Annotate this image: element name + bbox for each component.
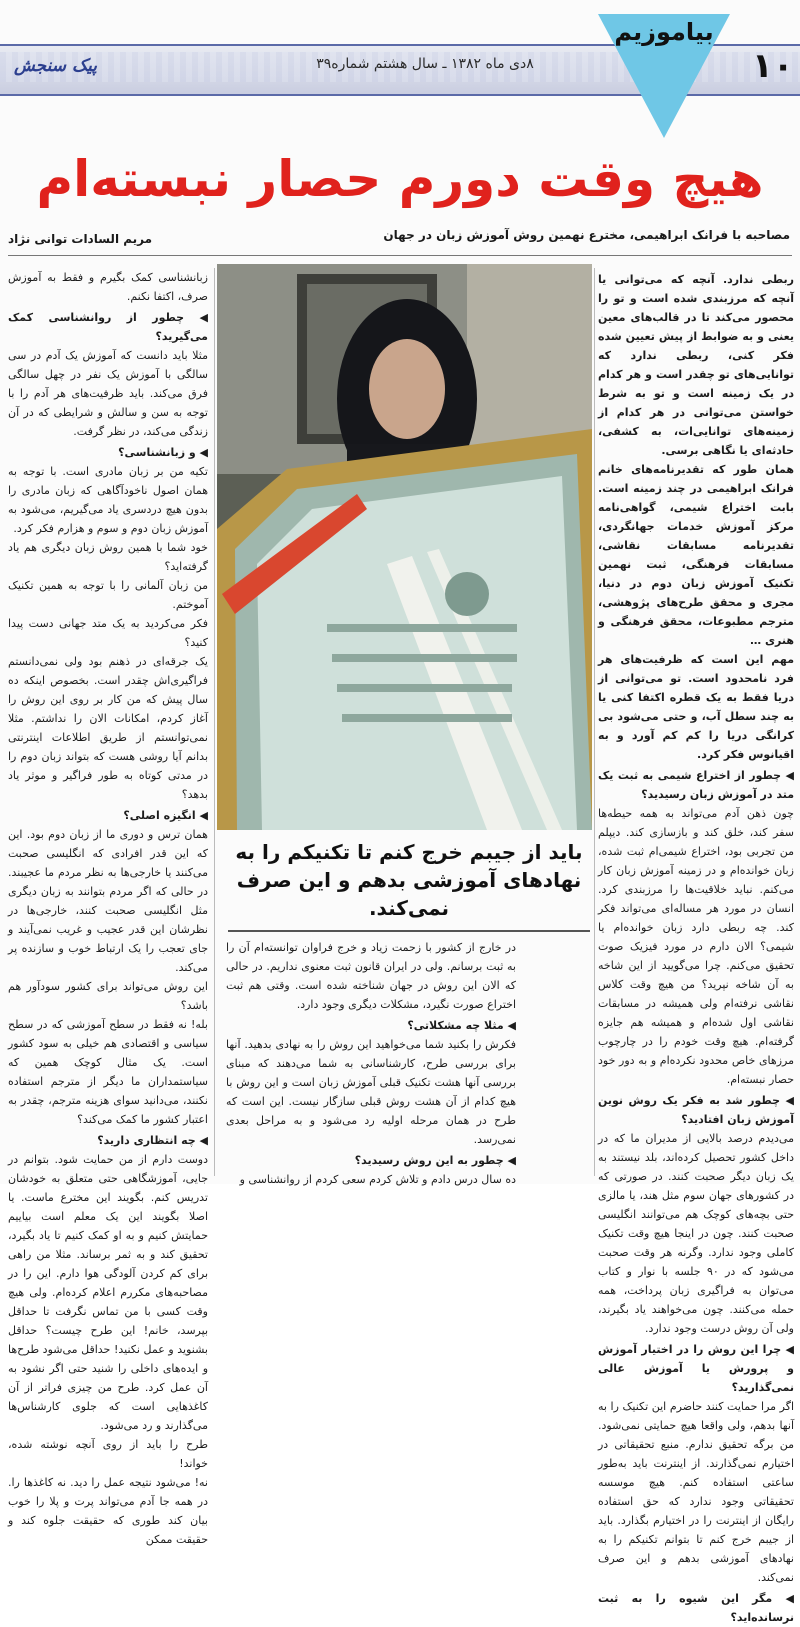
article-photo: [217, 264, 592, 830]
section-label: بیاموزیم: [614, 18, 714, 46]
paragraph: نه! می‌شود نتیجه عمل را دید. نه کاغذها را. در همه جا آدم می‌تواند پرت و پلا را خوب بیان کند طوری که حقیقت جلوه کند و حقیقت ممکن: [8, 1476, 208, 1546]
paragraph: این روش می‌تواند برای کشور سودآور هم باشد؟: [8, 980, 208, 1012]
question-heading: ◀ چه انتظاری دارید؟: [97, 1134, 208, 1147]
question-heading: ◀ چطور شد به فکر یک روش نوین آموزش زبان افتادید؟: [598, 1094, 794, 1126]
paragraph: خود شما با همین روش زبان دیگری هم یاد گرفته‌اید؟: [8, 541, 208, 573]
brand-logo: پیک سنجش: [14, 56, 98, 76]
page-number: ۱۰: [752, 46, 794, 86]
pullquote-divider: [228, 930, 590, 932]
paragraph: فکرش را بکنید شما می‌خواهید این روش را به نهادی بدهید. آنها برای بررسی طرح، کارشناسانی به شما می‌دهند که مبنای بررسی آنها هشت تکنیک قبلی آموزش زبان است و این روش با هیچ کدام از آن هشت روش قبلی سازگار نیست. این است که طرح در همان مرحله اولیه رد می‌شود و به مراحل بعدی نمی‌رسد.: [226, 1038, 516, 1146]
paragraph: می‌دیدم درصد بالایی از مدیران ما که در داخل کشور تحصیل کرده‌اند، بلد نیستند به یک زبان دیگر صحبت کنند. در صورتی که در کشورهای جهان سوم مثل هند، یا مالزی حتی بچه‌های کوچک هم می‌توانند انگلیسی صحبت کنند. چون در اینجا هیچ وقت تکنیک کاملی وجود ندارد. وگرنه هر وقت صحبت می‌شود که در ۹۰ جلسه با نوار و کتاب می‌توان به فراگیری زبان پرداخت، همه حمله می‌کنند. چون می‌خواهند یاد بگیرند، ولی آن روش درست وجود ندارد.: [598, 1132, 794, 1335]
question-heading: ◀ انگیزه اصلی؟: [123, 809, 208, 822]
column-middle: [226, 938, 516, 1186]
question-heading: ◀ مگر این شیوه را به ثبت نرسانده‌اید؟: [598, 1592, 794, 1624]
pullquote: باید از جیبم خرج کنم تا تکنیکم را به نهادهای آموزشی بدهم و این صرف نمی‌کند.: [235, 840, 583, 920]
paragraph: چون ذهن آدم می‌تواند به همه حیطه‌ها سفر کند، خلق کند و بازسازی کند. دیپلم من تجربی بود، اختراع شیمی‌ام ثبت شده، زبان خوانده‌ام و در زمینه آموزش زبان کار می‌کنم. نباید خلاقیت‌ها را مرزبندی کرد. انسان در مورد هر مساله‌ای می‌تواند فکر کند. چه ربطی دارد زبان خوانده‌ام یا شیمی؟ الان دارم در مورد فیزیک صوت تحقیق می‌کنم. چرا می‌گویید از این شاخه به آن شاخه نپرید؟ من هیچ وقت کلاس نقاشی نرفته‌ام ولی همیشه در مسابقات نقاشی اول شده‌ام و همیشه هم جایزه گرفته‌ام. هیچ وقت خودم را در چارچوب مرزهای خاص محدود نکرده‌ام و به دور خود حصار نبسته‌ام.: [598, 807, 794, 1086]
question-heading: ◀ مثلا چه مشکلاتی؟: [407, 1019, 516, 1032]
paragraph: همان طور که تقدیرنامه‌های خانم فرانک ابراهیمی در چند زمینه است. بابت اختراع شیمی، گواهی‌نامه مرکز آموزش خدمات جهانگردی، تقدیرنامه مسابقات نقاشی، مسابقات فرهنگی، ثبت نهمین تکنیک آموزش زبان دوم در دنیا، مجری و محقق طرح‌های پژوهشی، مترجم مطبوعات، محقق فرهنگی و هنری …: [598, 463, 794, 647]
question-heading: ◀ چطور به این روش رسیدید؟: [354, 1154, 516, 1167]
paragraph: یک جرقه‌ای در ذهنم بود ولی نمی‌دانستم فراگیری‌اش چقدر است. بخصوص اینکه ده سال پیش که من کار بر روی این روش را آغاز کردم، امکانات الان را نداشتم. مثلا نمی‌توانستم از طریق اطلاعات اینترنتی بدانم آیا روشی هست که بتواند زبان دوم را در مدتی کوتاه به طور فراگیر و موثر یاد بدهد؟: [8, 655, 208, 801]
question-heading: ◀ و زبانشناسی؟: [118, 446, 208, 459]
paragraph: ده سال درس دادم و تلاش کردم سعی کردم از روانشناسی و: [239, 1173, 516, 1186]
paragraph: دوست دارم از من حمایت شود. بتوانم در جایی، آموزشگاهی حتی متعلق به خودشان تدریس کنم. بگویند این مخترع ماست. یا اصلا بگویند این یک معلم است بیاییم حمایتش کنیم و به او کمک کنیم تا یاد بگیرد، تحقیق کند و به ثمر برساند. مثلا من راهی برای کم کردن آلودگی هوا دارم. این را در مصاحبه‌های مکررم اعلام کرده‌ام. ولی هیچ وقت کسی با من تماس نگرفت تا حداقل بپرسد، خانم! این طرح چیست؟ حداقل بشنوید و عمل نکنید! حداقل می‌شود طرح‌ها و ایده‌های داخلی را شنید حتی اگر نشود به آن عمل کرد. طرح من چیزی فراتر از آن کاغذهایی است که جلوی کارشناس‌ها می‌گذارند و رد می‌شود.: [8, 1153, 208, 1432]
title-divider: [8, 255, 792, 256]
paragraph: مثلا باید دانست که آموزش یک آدم در سی سالگی با آموزش یک نفر در چهل سالگی فرق می‌کند. باید ظرفیت‌های هر آدم را با توجه به سن و سالش و شرایطی که در آن زندگی می‌کند، در نظر گرفت.: [8, 349, 208, 438]
question-heading: ◀ چطور از اختراع شیمی به ثبت یک متد در آموزش زبان رسیدید؟: [598, 769, 794, 801]
paragraph: زبانشناسی کمک بگیرم و فقط به آموزش صرف، اکتفا نکنم.: [8, 271, 208, 303]
column-right: [598, 270, 794, 1624]
paragraph: تکیه من بر زبان مادری است. با توجه به همان اصول ناخودآگاهی که زبان مادری را بدون هیچ دردسری یاد می‌گیریم، می‌شود به آموزش زبان دوم و سوم و هزارم فکر کرد.: [8, 465, 208, 535]
paragraph: در خارج از کشور با زحمت زیاد و خرج فراوان توانسته‌ام آن را به ثبت برسانم. ولی در ایران قانون ثبت معنوی نداریم. در حالی که الان این روش در جهان شناخته شده است. وقتی هم ثبت اختراع صورت نگیرد، مشکلات دیگری وجود دارد.: [226, 941, 516, 1011]
issue-info: ۸دی ماه ۱۳۸۲ ـ سال هشتم شماره۳۹: [316, 56, 534, 72]
paragraph: ربطی ندارد. آنچه که می‌توانی یا آنچه که مرزبندی شده است و تو را محصور می‌کند تا در قالب‌های معین یعنی و به ضوابط از پیش تعیین شده فکر کنی، ربطی ندارد که توانایی‌های تو چقدر است و هر کدام در یک زمینه است و تو به شرط خواستن می‌توانی در هر کدام از زمینه‌های توانایی‌ات، به کشفی، حادثه‌ای یا نگاهی برسی.: [598, 273, 794, 457]
article-subtitle: مصاحبه با فرانک ابراهیمی، مخترع نهمین روش آموزش زبان در جهان: [383, 228, 790, 242]
paragraph: فکر می‌کردید به یک متد جهانی دست پیدا کنید؟: [8, 617, 208, 649]
paragraph: بله! نه فقط در سطح آموزشی که در سطح سیاسی و اقتصادی هم خیلی به سود کشور است. یک مثال کوچک همین که سیاستمداران ما دیگر از مترجم استفاده نکنند، می‌دانید سوای هزینه مترجم، چقدر به اعتبار کشور ما کمک می‌کند؟: [8, 1018, 208, 1126]
column-divider-right: [594, 268, 595, 1176]
article-title: هیچ وقت دورم حصار نبسته‌ام: [36, 150, 764, 208]
paragraph: مهم این است که ظرفیت‌های هر فرد نامحدود است. تو می‌توانی از دریا فقط به یک قطره اکتفا کنی یا به چند سطل آب، و حتی می‌شود بی کرانگی دریا را کم کم آورد و به اقیانوس فکر کرد.: [598, 653, 794, 761]
question-heading: ◀ چطور از روانشناسی کمک می‌گیرید؟: [8, 311, 208, 343]
column-left: [8, 268, 208, 1546]
paragraph: اگر مرا حمایت کنند حاضرم این تکنیک را به آنها بدهم، ولی واقعا هیچ حمایتی نمی‌شود. من برگه تحقیق ندارم. منبع تحقیقاتی در اختیارم نمی‌گذارند. از اینترنت باید به‌طور ساعتی استفاده کنم. هیچ موسسه تحقیقاتی وجود ندارد که حق استفاده رایگان از اینترنت را در اختیارم بگذارد. باید از جیبم خرج کنم تا بتوانم تکنیکم را به نهادهای آموزشی بدهم و این صرف نمی‌کند.: [598, 1400, 794, 1584]
paragraph: من زبان آلمانی را با توجه به همین تکنیک آموختم.: [8, 579, 208, 611]
question-heading: ◀ چرا این روش را در اختیار آموزش و پرورش یا آموزش عالی نمی‌گذارید؟: [598, 1343, 794, 1394]
paragraph: همان ترس و دوری ما از زبان دوم بود. این که این قدر افرادی که انگلیسی صحبت می‌کنند یا خارجی‌ها به نظر مردم ما عجیبند. در حالی که اگر مردم بتوانند به زبان دیگری مثل انگلیسی صحبت کنند، خارجی‌ها در نظرشان این قدر عجیب و غریب نمی‌آیند و جای تعجب را یک ارتباط خوب و سازنده پر می‌کند.: [8, 828, 208, 974]
paragraph: طرح را باید از روی آنچه نوشته شده، خواند!: [8, 1438, 208, 1470]
column-divider-left: [214, 268, 215, 1176]
article-author: مریم السادات توانی نژاد: [8, 232, 153, 246]
photo-illustration: [217, 264, 592, 830]
